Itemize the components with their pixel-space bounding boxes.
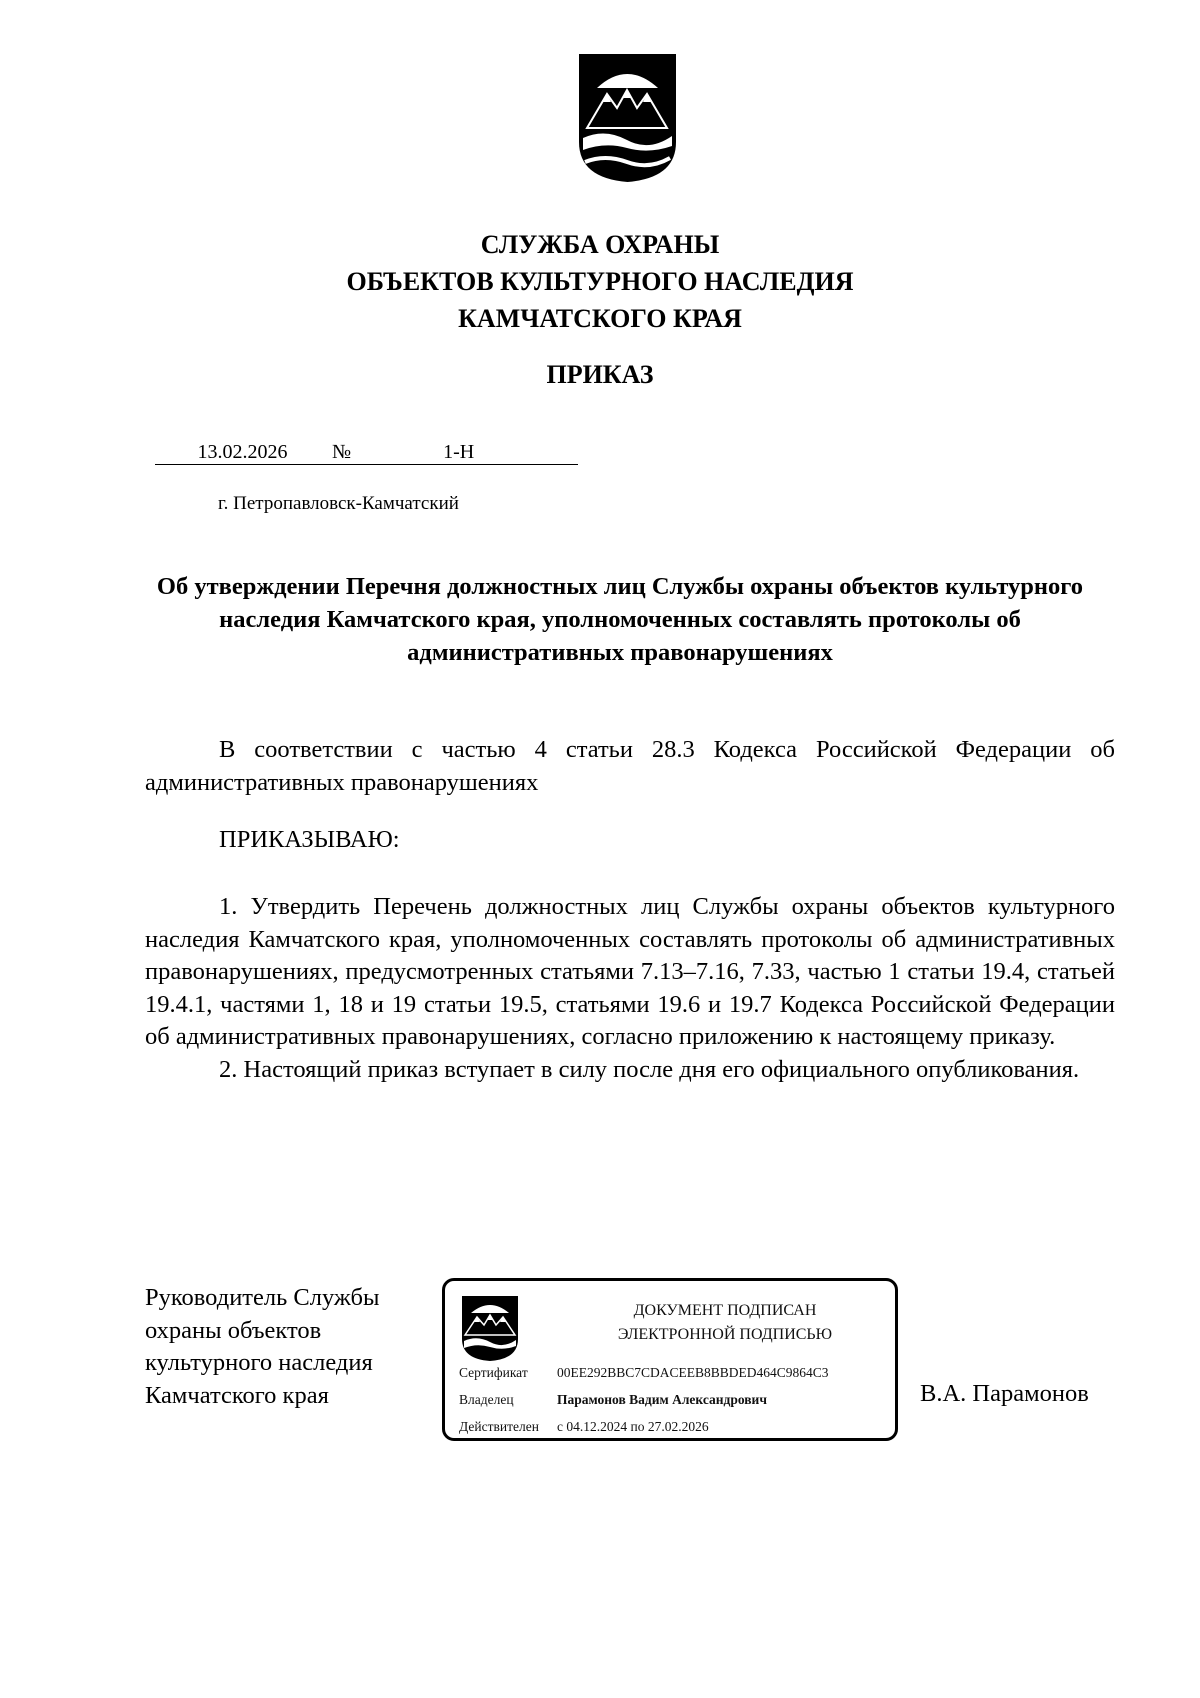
validity-row [459, 1419, 709, 1435]
signer-position-line-2: охраны объектов [145, 1316, 322, 1344]
order-word: ПРИКАЗЫВАЮ: [219, 826, 400, 853]
order-items [145, 891, 1115, 1086]
signer-position-line-1: Руководитель Службы [145, 1284, 380, 1311]
stamp-title-line-1: ДОКУМЕНТ ПОДПИСАН [633, 1302, 817, 1319]
org-name-line-1: СЛУЖБА ОХРАНЫ [480, 230, 720, 259]
signer-position [145, 1282, 379, 1412]
order-item-1: 1. Утвердить Перечень должностных лиц Службы охраны объектов культурного наследия Камчатского края, уполномоченных составлять протоколы об административных правонарушениях, предусмотренных статьями 7.13–7.16, 7.33, частью 1 статьи 19.4, статьей 19.4.1, частями 1, 18 и 19 статьи 19.5, статьями 19.6 и 19.7 Кодекса Российской Федерации об административных правонарушениях, согласно приложению к настоящему приказу. [145, 893, 1115, 1050]
order-number: 1-Н [443, 441, 475, 463]
number-sign: № [332, 441, 352, 463]
org-name-line-3: КАМЧАТСКОГО КРАЯ [458, 304, 742, 333]
signer-position-line-3: культурного наследия [145, 1349, 373, 1376]
order-item-2: 2. Настоящий приказ вступает в силу после дня его официального опубликования. [219, 1055, 1080, 1083]
stamp-emblem-icon [459, 1293, 521, 1363]
signer-position-line-4: Камчатского края [145, 1381, 329, 1409]
stamp-title-line-2: ЭЛЕКТРОННОЙ ПОДПИСЬЮ [617, 1326, 833, 1343]
validity-value: с 04.12.2024 по 27.02.2026 [557, 1419, 709, 1434]
electronic-signature-stamp [442, 1278, 898, 1441]
document-type-title: ПРИКАЗ [546, 360, 654, 389]
coat-of-arms-emblem [575, 50, 680, 185]
owner-label: Владелец [459, 1392, 514, 1407]
legal-basis-text: В соответствии с частью 4 статьи 28.3 Кодекса Российской Федерации об административных правонарушениях [145, 736, 1115, 796]
order-subject-heading: Об утверждении Перечня должностных лиц Службы охраны объектов культурного наследия Камчатского края, уполномоченных составлять протоколы об административных правонарушениях [156, 573, 1084, 666]
order-number-field [353, 440, 578, 465]
org-name-line-2: ОБЪЕКТОВ КУЛЬТУРНОГО НАСЛЕДИЯ [346, 267, 854, 296]
order-date: 13.02.2026 [155, 440, 330, 465]
stamp-heading [555, 1299, 895, 1347]
owner-row [459, 1392, 767, 1408]
city-label: г. Петропавловск-Камчатский [218, 493, 459, 514]
certificate-value: 00EE292BBC7CDACEEB8BBDED464C9864C3 [557, 1365, 829, 1380]
order-number-row [155, 440, 578, 465]
certificate-row [459, 1365, 829, 1381]
owner-value: Парамонов Вадим Александрович [557, 1392, 767, 1407]
certificate-label: Сертификат [459, 1365, 528, 1380]
validity-label: Действителен [459, 1419, 539, 1434]
signer-name: В.А. Парамонов [920, 1380, 1089, 1407]
legal-basis-paragraph [145, 734, 1115, 799]
